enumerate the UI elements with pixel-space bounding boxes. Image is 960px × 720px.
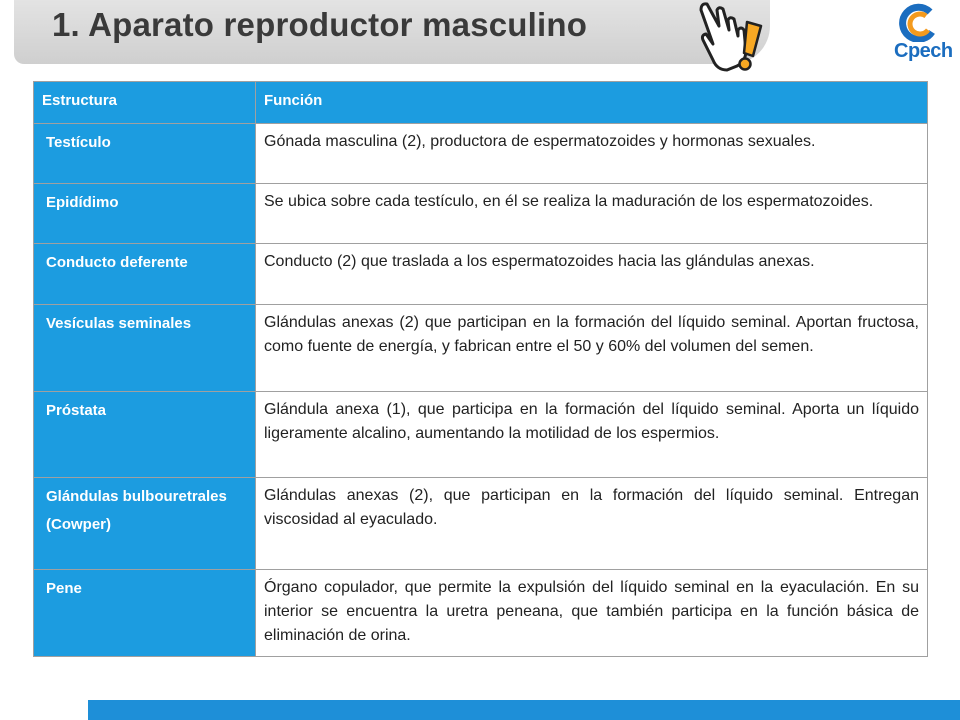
function-cell: Glándula anexa (1), que participa en la formación del líquido seminal. Aporta un líquido ligeramente alcalino, aumentando la motilidad de los espermios. [256,392,928,478]
bottom-bar [88,700,960,720]
pointing-hand-exclamation-icon [697,0,767,80]
table-header-row [34,82,928,124]
structure-cell: Pene [34,570,256,657]
structure-cell: Testículo [34,124,256,184]
table-row [34,305,928,392]
structure-cell [34,478,256,570]
function-cell: Conducto (2) que traslada a los espermatozoides hacia las glándulas anexas. [256,244,928,305]
column-header-structure: Estructura [34,82,256,124]
function-cell: Órgano copulador, que permite la expulsión del líquido seminal en la eyaculación. En su interior se encuentra la uretra peneana, que también participa en la función básica de eliminación de orina. [256,570,928,657]
function-cell: Gónada masculina (2), productora de espermatozoides y hormonas sexuales. [256,124,928,184]
page-title: 1. Aparato reproductor masculino [52,6,588,43]
table-row [34,244,928,305]
structure-function-table [33,81,928,657]
table-row [34,124,928,184]
cpech-logo [882,2,954,68]
title-bar [14,0,770,64]
function-cell: Glándulas anexas (2) que participan en la formación del líquido seminal. Aportan fructosa, como fuente de energía, y fabrican entre el 50 y 60% del volumen del semen. [256,305,928,392]
structure-cell: Conducto deferente [34,244,256,305]
structure-cell: Próstata [34,392,256,478]
logo-text: Cpech [894,40,953,62]
column-header-function: Función [256,82,928,124]
structure-cell: Vesículas seminales [34,305,256,392]
table-row [34,392,928,478]
table-row [34,184,928,244]
function-cell: Glándulas anexas (2), que participan en la formación del líquido seminal. Entregan viscosidad al eyaculado. [256,478,928,570]
structure-cell: Epidídimo [34,184,256,244]
table-row [34,478,928,570]
table-row [34,570,928,657]
function-cell: Se ubica sobre cada testículo, en él se realiza la maduración de los espermatozoides. [256,184,928,244]
structure-label: Glándulas bulbouretrales [46,488,227,505]
structure-label-extra: (Cowper) [46,516,111,533]
cpech-logo-mark-icon [882,2,954,42]
